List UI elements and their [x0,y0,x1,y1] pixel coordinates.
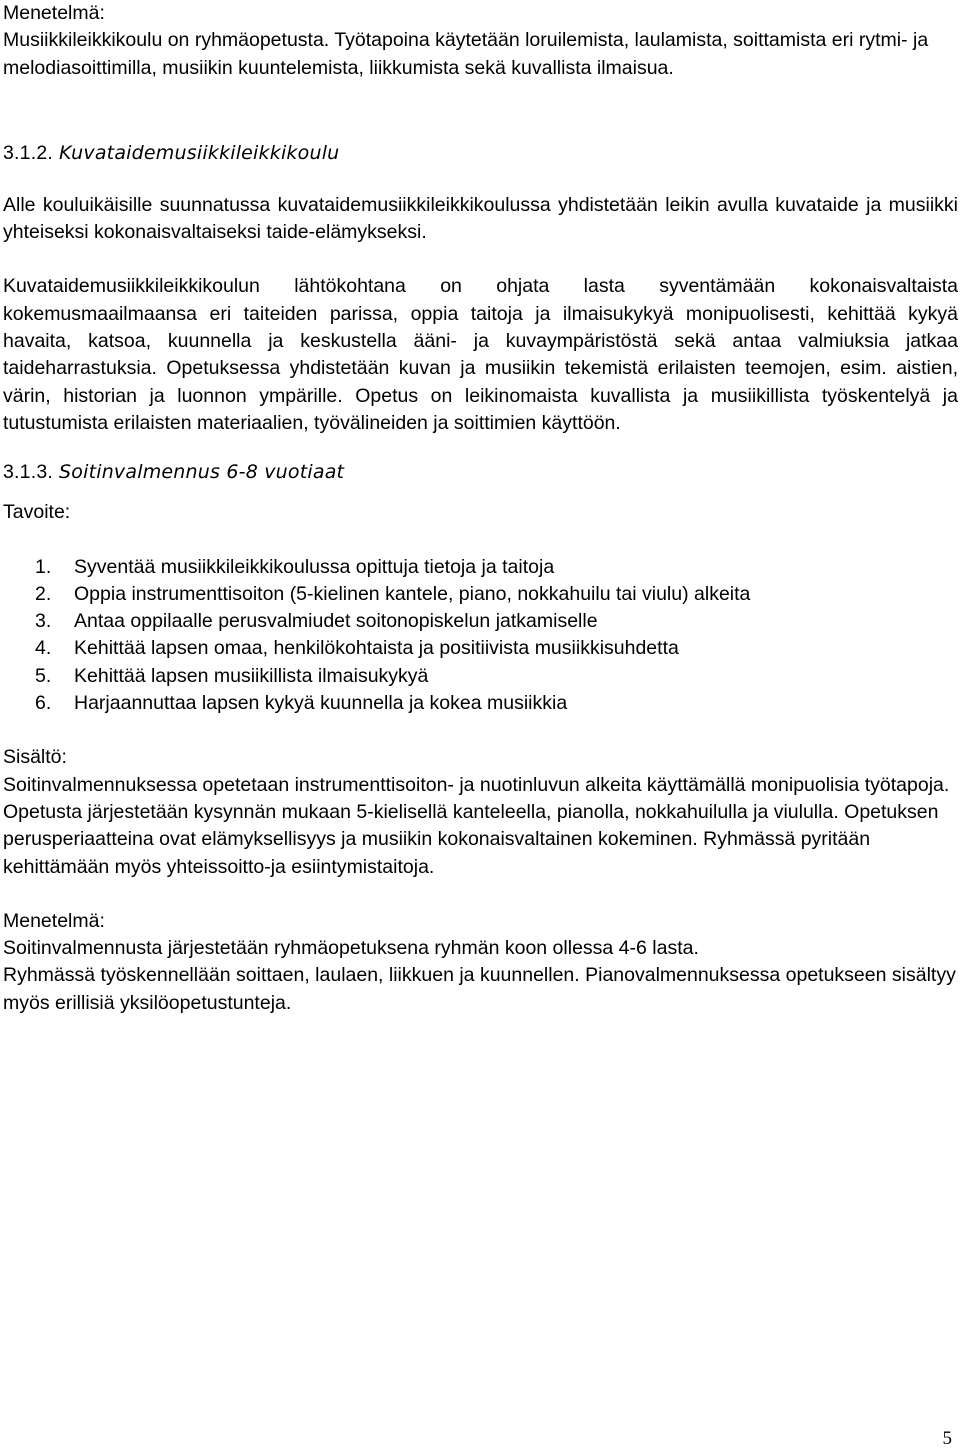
list-item-text: Syventää musiikkileikkikoulussa opittuja tietoja ja taitoja [74,555,555,578]
list-item-number: 2. [35,582,52,605]
section-title: Kuvataidemusiikkileikkikoulu [59,141,340,164]
method-label-top: Menetelmä: [3,2,105,24]
list-item [3,554,958,581]
method-text-top: Musiikkileikkikoulu on ryhmäopetusta. Työtapoina käytetään loruilemista, laulamista, soittamista eri rytmi- ja melodiasoittimilla, musiikin kuuntelemista, liikkumista sekä kuvallista ilmaisua. [3,29,929,79]
page-number: 5 [942,1428,952,1449]
list-item-text: Harjaannuttaa lapsen kykyä kuunnella ja kokea musiikkia [74,692,568,715]
spacer [3,246,958,273]
spacer [3,82,958,136]
list-item-number: 4. [35,637,52,660]
list-item-number: 1. [35,555,52,578]
section-number: 3.1.3. [3,461,53,484]
section-title: Soitinvalmennus 6-8 vuotiaat [59,461,345,484]
spacer [3,881,958,908]
spacer [3,489,958,499]
section-number: 3.1.2. [3,141,53,164]
spacer [3,170,958,192]
list-item-text: Antaa oppilaalle perusvalmiudet soitonopiskelun jatkamiselle [74,610,598,633]
content-text: Soitinvalmennuksessa opetetaan instrumenttisoiton- ja nuotinluvun alkeita käyttämällä monipuolisia työtapoja. Opetusta järjestetään kysynnän mukaan 5-kielisellä kanteleella, pianolla, nokkahuilulla ja viululla. Opetuksen perusperiaatteina ovat elämyksellisyys ja musiikin kokonaisvaltainen kokeminen. Ryhmässä pyritään kehittämään myös yhteissoitto-ja esiintymistaitoja. [3,773,950,878]
list-item-text: Kehittää lapsen musiikillista ilmaisukykyä [74,664,429,687]
list-item-text: Kehittää lapsen omaa, henkilökohtaista ja positiivista musiikkisuhdetta [74,637,679,660]
goals-label: Tavoite: [3,501,71,524]
method-text: Soitinvalmennusta järjestetään ryhmäopetuksena ryhmän koon ollessa 4-6 lasta. [3,937,699,960]
section-heading-312 [3,136,958,170]
spacer [3,717,958,744]
goals-list [3,554,958,718]
list-item-text: Oppia instrumenttisoiton (5-kielinen kantele, piano, nokkahuilu tai viulu) alkeita [74,582,751,605]
list-item [3,690,958,717]
paragraph: Alle kouluikäisille suunnatussa kuvataidemusiikkileikkikoulussa yhdistetään leikin avulla kuvataide ja musiikki yhteiseksi kokonaisvaltaiseksi taide-elämykseksi. [3,193,958,244]
list-item-number: 5. [35,664,52,687]
spacer [3,527,958,554]
list-item [3,663,958,690]
section-heading-313 [3,455,958,489]
list-item [3,581,958,608]
document-page [3,0,958,1017]
list-item [3,635,958,662]
method-text: Ryhmässä työskennellään soittaen, laulaen, liikkuen ja kuunnellen. Pianovalmennuksessa opetukseen sisältyy myös erillisiä yksilöopetustunteja. [3,964,956,1014]
list-item [3,608,958,635]
paragraph: Kuvataidemusiikkileikkikoulun lähtökohtana on ohjata lasta syventämään kokonaisvaltaista kokemusmaailmaansa eri taiteiden parissa, oppia taitoja ja ilmaisukykyä monipuolisesti, kehittää kykyä havaita, katsoa, kuunnella ja keskustella ääni- ja kuvaympäristöstä sekä antaa valmiuksia jatkaa taideharrastuksia. Opetuksessa yhdistetään kuvan ja musiikin tekemistä erilaisten teemojen, esim. aistien, värin, historian ja luonnon ympärille. Opetus on leikinomaista kuvallista ja musiikillista työskentelyä ja tutustumista erilaisten materiaalien, työvälineiden ja soittimien käyttöön. [3,275,958,434]
spacer [3,437,958,455]
list-item-number: 3. [35,610,52,633]
list-item-number: 6. [35,692,52,715]
method-label: Menetelmä: [3,909,105,932]
content-label: Sisältö: [3,746,67,769]
